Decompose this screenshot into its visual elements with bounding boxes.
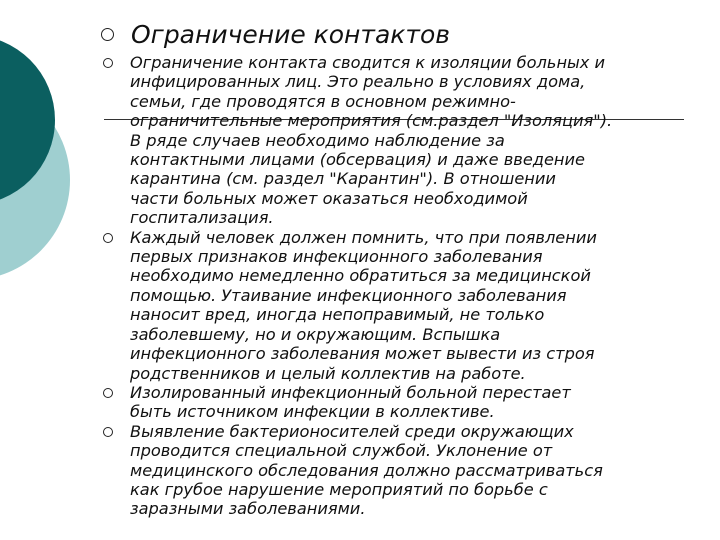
slide-title: Ограничение контактов <box>131 20 450 49</box>
list-item-text: Каждый человек должен помнить, что при появлении первых признаков инфекционного заболевания необходимо немедленно обратиться за медицинской помощью. Утаивание инфекционного заболевания наносит вред, иногда непоправимый, не только заболевшему, но и окружающим. Вспышка инфекционного заболевания может вывести из строя родственников и целый коллектив на работе. <box>130 227 597 383</box>
list-item-text: Выявление бактерионосителей среди окружающих проводится специальной службой. Уклонение от медицинского обследования должно рассматриваться как грубое нарушение мероприятий по борьбе с заразными заболеваниями. <box>130 421 603 519</box>
title-row <box>101 18 701 52</box>
list-item <box>103 228 683 383</box>
list-item-text: Ограничение контакта сводится к изоляции больных и инфицированных лиц. Это реально в условиях дома, семьи, где проводятся в основном режимно- ограничительные мероприятия (см.раздел "Изоляция"). В ряде случаев необходимо наблюдение за контактными лицами (обсервация) и даже введение карантина (см. раздел "Карантин"). В отношении части больных может оказаться необходимой госпитализация. <box>130 53 613 228</box>
bullet-icon <box>103 427 113 437</box>
bullet-list <box>103 53 683 519</box>
bullet-icon <box>101 28 114 41</box>
list-item <box>103 422 683 519</box>
bullet-icon <box>103 58 113 68</box>
bullet-icon <box>103 388 113 398</box>
list-item <box>103 383 683 422</box>
decorative-circles <box>0 0 110 300</box>
bullet-icon <box>103 233 113 243</box>
list-item-text: Изолированный инфекционный больной перестает быть источником инфекции в коллективе. <box>130 382 571 422</box>
list-item <box>103 53 683 228</box>
